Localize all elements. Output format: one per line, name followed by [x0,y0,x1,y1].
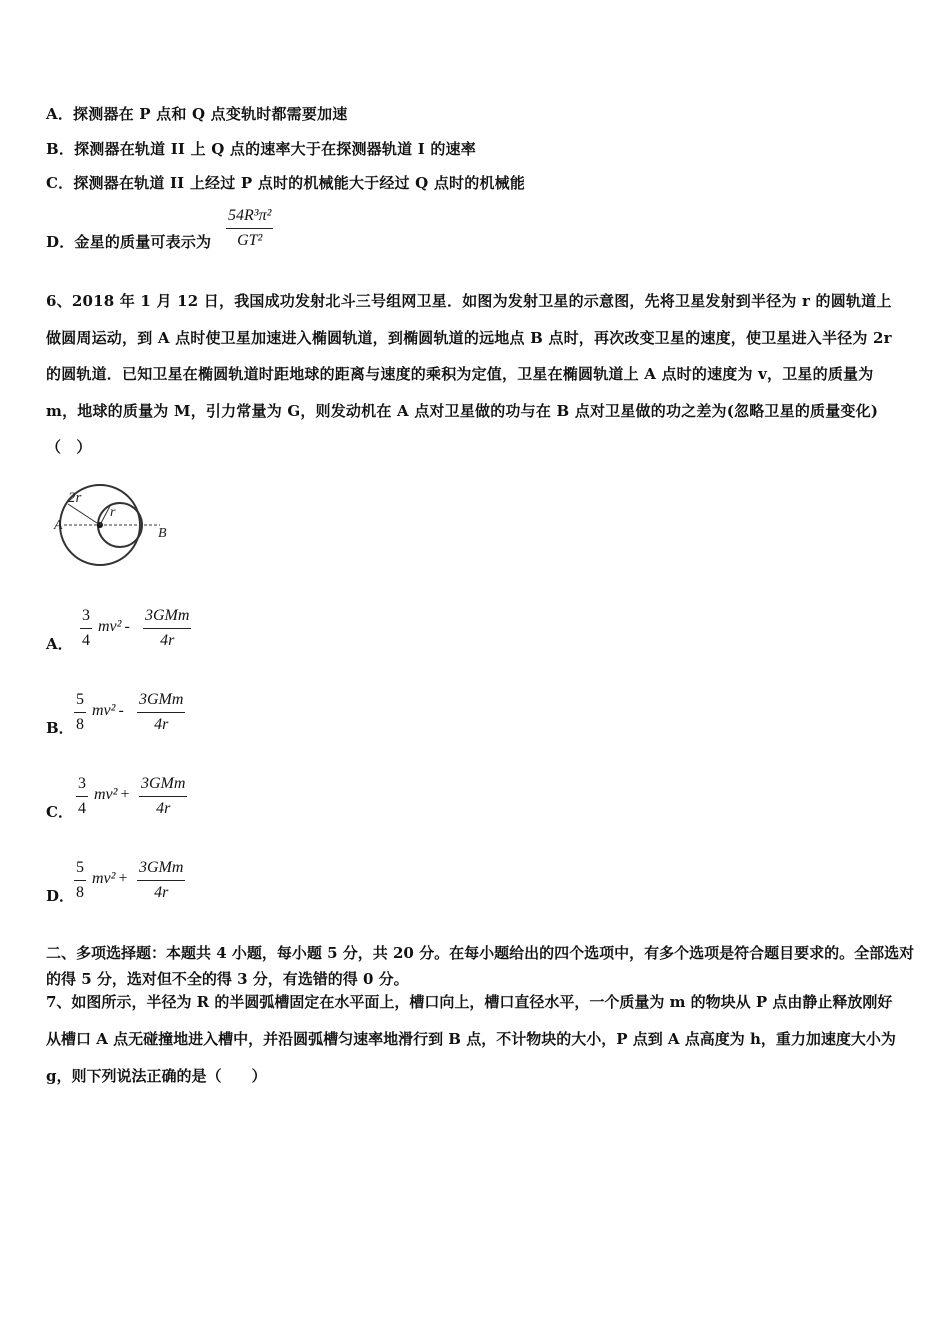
q6-c-right [139,774,187,819]
operator: - [118,702,124,719]
option-text: 探测器在轨道 II 上 Q 点的速率大于在探测器轨道 I 的速率 [74,140,476,158]
mv2-term: mv² [94,786,118,803]
label-b: B [158,526,167,541]
q6-c-mv2 [94,786,132,804]
operator: - [124,618,130,635]
r-num: 3GMm [143,606,191,629]
q6-d-right [137,858,185,903]
label-2r: 2r [68,490,82,506]
formula-numerator: 54R³π² [226,206,273,229]
q6-b-mv2 [92,702,127,720]
r-num: 3GMm [137,858,185,881]
q7-question-text: 7、如图所示，半径为 R 的半圆弧槽固定在水平面上，槽口向上，槽口直径水平，一个质量为 m 的物块从 P 点由静止释放刚好从槽口 A 点无碰撞地进入槽中，并沿圆弧槽匀速率地滑行到 B 点，不计物块的大小，P 点到 A 点高度为 h，重力加速度大小为 g，则下列说法正确的是（ ） [46,993,896,1085]
formula-denominator: GT² [237,232,263,249]
r-den: 4r [154,884,169,901]
coef-den: 8 [76,716,84,733]
coef-num: 3 [80,606,92,629]
q6-option-d-label: D． [46,887,75,905]
option-text: 探测器在 P 点和 Q 点变轨时都需要加速 [73,105,348,123]
radius-2r-line [68,504,100,525]
mv2-term: mv² [92,702,116,719]
q6-option-b-label: B． [46,719,74,737]
mv2-term: mv² [92,870,116,887]
operator: + [120,786,130,803]
r-den: 4r [156,800,171,817]
q5-option-b [46,138,476,159]
q6-d-mv2 [92,870,130,888]
q6-c-coef [76,774,88,819]
q6-a-coef [80,606,92,651]
section-2-header: 二、多项选择题：本题共 4 小题，每小题 5 分，共 20 分。在每小题给出的四个选项中，有多个选项是符合题目要求的。全部选对的得 5 分，选对但不全的得 3 分，有选错的得 0 分。 [46,944,915,988]
q6-b-right [137,690,185,735]
q6-question-text: 6、2018 年 1 月 12 日，我国成功发射北斗三号组网卫星．如图为发射卫星的示意图，先将卫星发射到半径为 r 的圆轨道上做圆周运动，到 A 点时使卫星加速进入椭圆轨道，到椭圆轨道的远地点 B 点时，再次改变卫星的速度，使卫星进入半径为 2r 的圆轨道．已知卫星在椭圆轨道时距地球的距离与速度的乘积为定值，卫星在椭圆轨道上 A 点时的速度为 v，卫星的质量为 m，地球的质量为 M，引力常量为 G，则发动机在 A 点对卫星做的功与在 B 点对卫星做的功之差为(忽略卫星的质量变化)（ ） [46,292,892,456]
r-num: 3GMm [137,690,185,713]
q5-option-a [46,103,347,124]
mass-formula [226,206,273,251]
q6-b-coef [74,690,86,735]
q5-option-d [46,231,211,252]
coef-den: 4 [82,632,90,649]
coef-den: 4 [78,800,86,817]
option-label: C． [46,174,74,192]
option-text: 探测器在轨道 II 上经过 P 点时的机械能大于经过 Q 点时的机械能 [73,174,526,192]
option-text: 金星的质量可表示为 [74,233,212,251]
q6-option-c-label: C． [46,803,73,821]
r-den: 4r [154,716,169,733]
option-label: A． [46,105,74,123]
orbit-figure [48,482,178,577]
option-label: D． [46,233,75,251]
q6-a-right [143,606,191,651]
coef-num: 5 [74,858,86,881]
operator: + [118,870,128,887]
label-r: r [110,505,116,520]
q6-d-coef [74,858,86,903]
r-den: 4r [160,632,175,649]
coef-num: 3 [76,774,88,797]
coef-num: 5 [74,690,86,713]
mv2-term: mv² [98,618,122,635]
q5-option-c [46,172,525,193]
r-num: 3GMm [139,774,187,797]
q6-a-mv2 [98,618,133,636]
label-a: A [54,518,63,533]
option-label: B． [46,140,75,158]
q6-option-a-label: A． [46,635,73,653]
coef-den: 8 [76,884,84,901]
